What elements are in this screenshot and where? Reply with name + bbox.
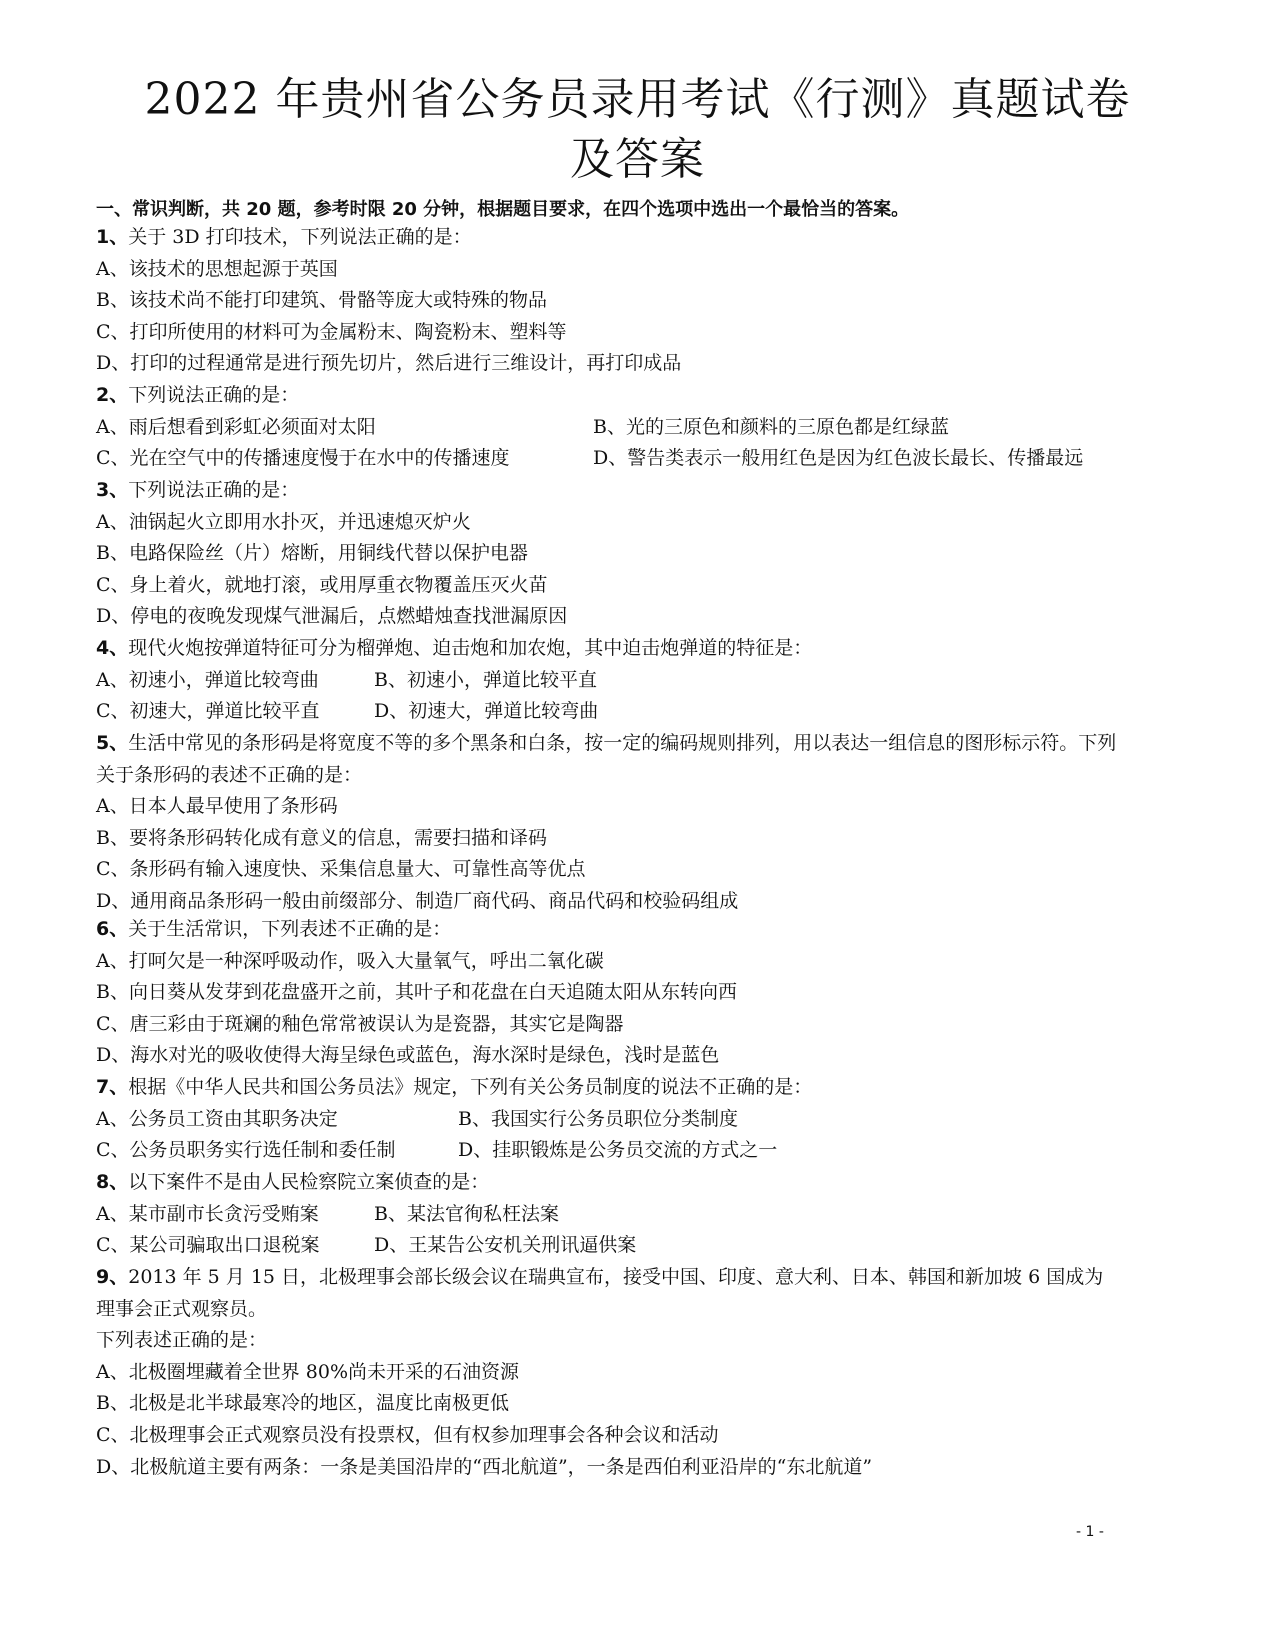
option-b: B、向日葵从发芽到花盘盛开之前，其叶子和花盘在白天追随太阳从东转向西 (96, 981, 737, 1004)
question-number: 3、 (96, 479, 129, 501)
option-c: C、公务员职务实行选任制和委任制 (96, 1139, 396, 1162)
option-d: D、停电的夜晚发现煤气泄漏后，点燃蜡烛查找泄漏原因 (96, 605, 568, 628)
question-4 (96, 633, 1120, 728)
question-1 (96, 222, 1120, 380)
option-b: B、光的三原色和颜料的三原色都是红绿蓝 (593, 415, 949, 438)
option-d: D、海水对光的吸收使得大海呈绿色或蓝色，海水深时是绿色，浅时是蓝色 (96, 1044, 720, 1067)
question-5 (96, 728, 1120, 918)
option-c: C、唐三彩由于斑斓的釉色常常被误认为是瓷器，其实它是陶器 (96, 1012, 624, 1035)
question-6 (96, 914, 1120, 1072)
question-number: 6、 (96, 918, 129, 940)
option-b: B、要将条形码转化成有意义的信息，需要扫描和译码 (96, 826, 547, 849)
option-a: A、油锅起火立即用水扑灭，并迅速熄灭炉火 (96, 510, 471, 533)
option-a: A、北极圈埋藏着全世界 80%尚未开采的石油资源 (96, 1360, 519, 1383)
option-b: B、我国实行公务员职位分类制度 (458, 1107, 738, 1130)
option-a: A、打呵欠是一种深呼吸动作，吸入大量氧气，呼出二氧化碳 (96, 949, 604, 972)
question-9 (96, 1262, 1120, 1483)
option-d: D、打印的过程通常是进行预先切片，然后进行三维设计，再打印成品 (96, 352, 682, 375)
question-stem: 2013 年 5 月 15 日，北极理事会部长级会议在瑞典宣布，接受中国、印度、意大利、日本、韩国和新加坡 6 国成为理事会正式观察员。 (96, 1266, 1104, 1320)
question-2 (96, 380, 1120, 475)
question-stem-continuation: 下列表述正确的是： (96, 1329, 268, 1352)
question-number: 7、 (96, 1076, 129, 1098)
option-d: D、警告类表示一般用红色是因为红色波长最长、传播最远 (593, 447, 1084, 470)
option-b: B、该技术尚不能打印建筑、骨骼等庞大或特殊的物品 (96, 289, 547, 312)
question-stem: 下列说法正确的是： (128, 479, 300, 501)
option-c: C、某公司骗取出口退税案 (96, 1234, 320, 1257)
page-number: - 1 - (1076, 1524, 1104, 1540)
question-7 (96, 1072, 1120, 1167)
option-a: A、雨后想看到彩虹必须面对太阳 (96, 415, 376, 438)
option-c: C、条形码有输入速度快、采集信息量大、可靠性高等优点 (96, 858, 586, 881)
option-b: B、电路保险丝（片）熔断，用铜线代替以保护电器 (96, 542, 528, 565)
option-c: C、初速大，弹道比较平直 (96, 700, 320, 723)
option-d: D、王某告公安机关刑讯逼供案 (374, 1234, 637, 1257)
question-stem: 生活中常见的条形码是将宽度不等的多个黑条和白条，按一定的编码规则排列，用以表达一组信息的图形标示符。下列关于条形码的表述不正确的是： (96, 732, 1117, 786)
question-stem: 关于生活常识，下列表述不正确的是： (128, 918, 452, 940)
question-stem: 下列说法正确的是： (128, 384, 300, 406)
question-number: 8、 (96, 1171, 129, 1193)
option-b: B、初速小，弹道比较平直 (374, 668, 597, 691)
question-3 (96, 475, 1120, 633)
option-c: C、身上着火，就地打滚，或用厚重衣物覆盖压灭火苗 (96, 573, 548, 596)
question-number: 2、 (96, 384, 129, 406)
document-title: 2022 年贵州省公务员录用考试《行测》真题试卷 (144, 74, 1131, 125)
option-d: D、初速大，弹道比较弯曲 (374, 700, 599, 723)
question-stem: 现代火炮按弹道特征可分为榴弹炮、迫击炮和加农炮，其中迫击炮弹道的特征是： (128, 637, 813, 659)
document-title-line2: 及答案 (570, 134, 705, 185)
section-heading: 一、常识判断，共 20 题，参考时限 20 分钟，根据题目要求，在四个选项中选出一个最恰当的答案。 (96, 199, 910, 220)
option-a: A、初速小，弹道比较弯曲 (96, 668, 319, 691)
question-stem: 根据《中华人民共和国公务员法》规定，下列有关公务员制度的说法不正确的是： (128, 1076, 813, 1098)
option-d: D、通用商品条形码一般由前缀部分、制造厂商代码、商品代码和校验码组成 (96, 889, 739, 912)
option-c: C、打印所使用的材料可为金属粉末、陶瓷粉末、塑料等 (96, 320, 567, 343)
question-number: 5、 (96, 732, 129, 754)
option-c: C、光在空气中的传播速度慢于在水中的传播速度 (96, 447, 510, 470)
option-d: D、北极航道主要有两条：一条是美国沿岸的“西北航道”，一条是西伯利亚沿岸的“东北航道” (96, 1455, 873, 1478)
option-a: A、日本人最早使用了条形码 (96, 795, 338, 818)
option-a: A、某市副市长贪污受贿案 (96, 1202, 319, 1225)
option-b: B、某法官徇私枉法案 (374, 1202, 559, 1225)
question-stem: 以下案件不是由人民检察院立案侦查的是： (128, 1171, 490, 1193)
question-8 (96, 1167, 1120, 1262)
option-a: A、该技术的思想起源于英国 (96, 257, 338, 280)
question-stem: 关于 3D 打印技术，下列说法正确的是： (128, 226, 472, 248)
option-d: D、挂职锻炼是公务员交流的方式之一 (458, 1139, 778, 1162)
question-number: 1、 (96, 226, 129, 248)
question-number: 4、 (96, 637, 129, 659)
option-a: A、公务员工资由其职务决定 (96, 1107, 338, 1130)
question-number: 9、 (96, 1266, 129, 1288)
option-c: C、北极理事会正式观察员没有投票权，但有权参加理事会各种会议和活动 (96, 1423, 719, 1446)
option-b: B、北极是北半球最寒冷的地区，温度比南极更低 (96, 1392, 509, 1415)
